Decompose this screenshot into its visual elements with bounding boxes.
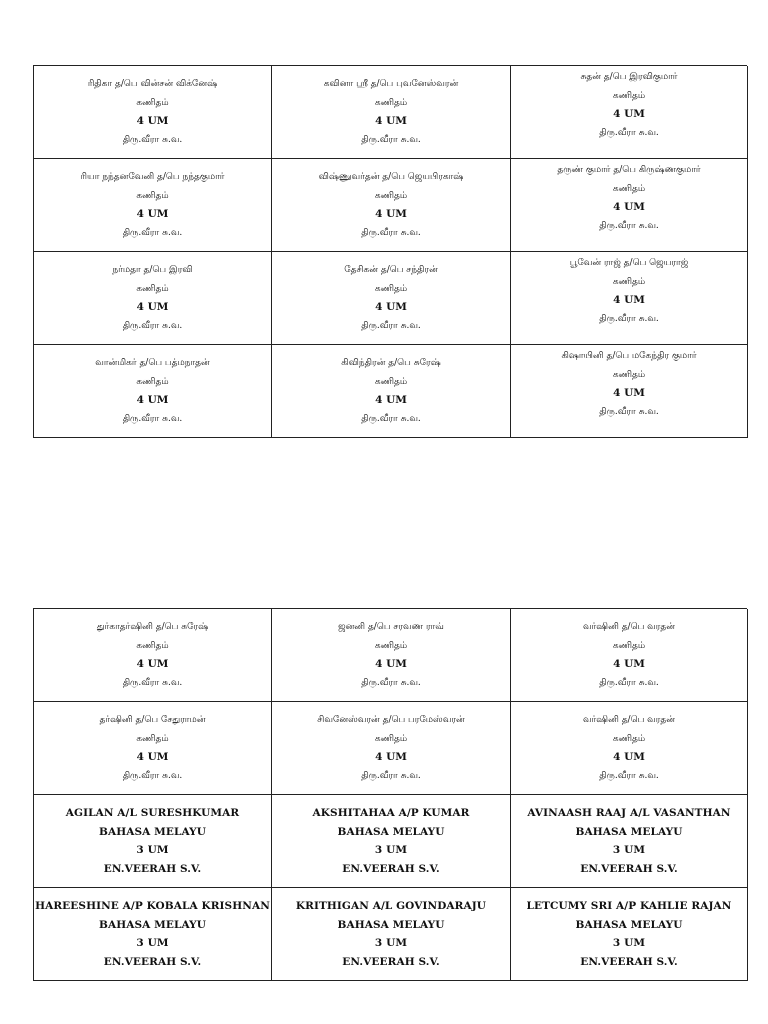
teacher-name: திரு.வீரா சு.வ. xyxy=(122,227,183,238)
teacher-name: திரு.வீரா சு.வ. xyxy=(599,677,659,688)
class-grade: 4 UM xyxy=(136,208,169,220)
name-label xyxy=(34,159,272,252)
name-label xyxy=(511,795,748,888)
subject: கணிதம் xyxy=(612,276,646,287)
subject: BAHASA MELAYU xyxy=(98,918,207,931)
teacher-name: திரு.வீரா சு.வ. xyxy=(361,134,421,145)
class-grade: 3 UM xyxy=(136,844,169,856)
subject: கணிதம் xyxy=(136,640,169,651)
name-label xyxy=(511,888,748,981)
name-label xyxy=(511,609,748,702)
subject: கணிதம் xyxy=(612,733,646,744)
student-name: ஜனனி த/பெ சரவண ராவ் xyxy=(338,622,444,632)
class-grade: 4 UM xyxy=(613,658,645,670)
class-grade: 3 UM xyxy=(612,937,646,949)
name-label xyxy=(34,66,272,159)
class-grade: 4 UM xyxy=(375,751,407,763)
subject: BAHASA MELAYU xyxy=(575,825,683,838)
student-name: வர்ஷினி த/பெ வரதன் xyxy=(582,622,676,632)
name-label xyxy=(511,159,748,252)
teacher-name: திரு.வீரா சு.வ. xyxy=(599,313,659,324)
class-grade: 4 UM xyxy=(136,115,169,127)
student-name: துர்காதர்ஷினி த/பெ சுரேஷ் xyxy=(96,622,209,632)
subject: BAHASA MELAYU xyxy=(337,825,445,838)
student-name: AVINAASH RAAJ A/L VASANTHAN xyxy=(527,807,731,819)
class-grade: 3 UM xyxy=(374,844,408,856)
student-name: கிஷாயினி த/பெ மகேந்திர குமார் xyxy=(561,351,697,361)
teacher-name: திரு.வீரா சு.வ. xyxy=(122,770,183,781)
teacher-name: திரு.வீரா சு.வ. xyxy=(122,677,183,688)
subject: கணிதம் xyxy=(374,733,408,744)
class-grade: 4 UM xyxy=(613,294,645,306)
name-label xyxy=(34,795,272,888)
class-grade: 4 UM xyxy=(375,115,407,127)
class-grade: 4 UM xyxy=(613,387,645,399)
name-label xyxy=(34,888,272,981)
subject: கணிதம் xyxy=(136,97,169,108)
student-name: தருண் குமார் த/பெ கிருஷ்ணகுமார் xyxy=(557,165,701,175)
subject: BAHASA MELAYU xyxy=(575,918,683,931)
student-name: நர்மதா த/பெ இரவி xyxy=(112,265,193,275)
student-name: ரியா நந்தனவேனி த/பெ நந்தகுமார் xyxy=(80,172,225,182)
class-grade: 4 UM xyxy=(613,751,645,763)
teacher-name: EN.VEERAH S.V. xyxy=(103,955,202,968)
teacher-name: திரு.வீரா சு.வ. xyxy=(599,770,659,781)
subject: கணிதம் xyxy=(374,640,408,651)
student-name: சுதன் த/பெ இரவிகுமார் xyxy=(580,72,678,82)
name-label xyxy=(511,702,748,795)
class-grade: 3 UM xyxy=(136,937,169,949)
subject: கணிதம் xyxy=(136,190,169,201)
teacher-name: திரு.வீரா சு.வ. xyxy=(361,227,421,238)
name-label xyxy=(272,795,511,888)
teacher-name: திரு.வீரா சு.வ. xyxy=(361,770,421,781)
name-label xyxy=(511,345,748,438)
name-label xyxy=(272,609,511,702)
name-label xyxy=(34,609,272,702)
student-name: HAREESHINE A/P KOBALA KRISHNAN xyxy=(35,900,270,912)
subject: BAHASA MELAYU xyxy=(98,825,207,838)
teacher-name: EN.VEERAH S.V. xyxy=(342,955,440,968)
name-label xyxy=(34,345,272,438)
class-grade: 4 UM xyxy=(136,751,169,763)
student-name: கவினா ஸ்ரீ த/பெ புவனேஸ்வரன் xyxy=(323,79,459,89)
class-grade: 4 UM xyxy=(613,108,645,120)
teacher-name: திரு.வீரா சு.வ. xyxy=(599,406,659,417)
student-name: AGILAN A/L SURESHKUMAR xyxy=(65,807,240,819)
subject: கணிதம் xyxy=(374,97,408,108)
student-name: வான்மிகர் த/பெ பத்மநாதன் xyxy=(95,358,210,368)
teacher-name: திரு.வீரா சு.வ. xyxy=(361,677,421,688)
name-label xyxy=(272,159,511,252)
teacher-name: EN.VEERAH S.V. xyxy=(580,955,678,968)
teacher-name: திரு.வீரா சு.வ. xyxy=(122,413,183,424)
name-label xyxy=(272,345,511,438)
label-sheet-bottom xyxy=(33,608,747,981)
subject: கணிதம் xyxy=(374,376,408,387)
name-label xyxy=(34,702,272,795)
student-name: தேசிகன் த/பெ சந்திரன் xyxy=(344,265,438,275)
student-name: LETCUMY SRI A/P KAHLIE RAJAN xyxy=(526,900,732,912)
subject: கணிதம் xyxy=(612,183,646,194)
student-name: தர்ஷினி த/பெ சேதுராமன் xyxy=(99,715,206,725)
subject: கணிதம் xyxy=(612,90,646,101)
teacher-name: EN.VEERAH S.V. xyxy=(103,862,202,875)
subject: கணிதம் xyxy=(374,190,408,201)
teacher-name: திரு.வீரா சு.வ. xyxy=(122,134,183,145)
name-label xyxy=(272,702,511,795)
teacher-name: திரு.வீரா சு.வ. xyxy=(599,127,659,138)
student-name: வர்ஷினி த/பெ வரதன் xyxy=(582,715,676,725)
name-label xyxy=(34,252,272,345)
student-name: விஷ்ணுவர்தன் த/பெ ஜெயபிரகாஷ் xyxy=(318,172,464,182)
student-name: KRITHIGAN A/L GOVINDARAJU xyxy=(295,900,487,912)
teacher-name: திரு.வீரா சு.வ. xyxy=(361,320,421,331)
subject: கணிதம் xyxy=(612,369,646,380)
subject: கணிதம் xyxy=(374,283,408,294)
student-name: சிவனேஸ்வரன் த/பெ பரமேஸ்வரன் xyxy=(317,715,465,725)
name-label xyxy=(272,252,511,345)
teacher-name: EN.VEERAH S.V. xyxy=(580,862,678,875)
student-name: கிவிந்திரன் த/பெ சுரேஷ் xyxy=(341,358,441,368)
name-label xyxy=(272,66,511,159)
class-grade: 4 UM xyxy=(613,201,645,213)
name-label xyxy=(272,888,511,981)
name-label xyxy=(511,252,748,345)
subject: கணிதம் xyxy=(136,733,169,744)
subject: BAHASA MELAYU xyxy=(337,918,445,931)
student-name: பூவேன் ராஜ் த/பெ ஜெயராஜ் xyxy=(569,258,689,268)
class-grade: 4 UM xyxy=(375,208,407,220)
subject: கணிதம் xyxy=(136,376,169,387)
name-label xyxy=(511,66,748,159)
class-grade: 4 UM xyxy=(375,658,407,670)
class-grade: 3 UM xyxy=(374,937,408,949)
class-grade: 4 UM xyxy=(375,301,407,313)
class-grade: 4 UM xyxy=(375,394,407,406)
class-grade: 4 UM xyxy=(136,394,169,406)
teacher-name: திரு.வீரா சு.வ. xyxy=(361,413,421,424)
student-name: AKSHITAHAA A/P KUMAR xyxy=(312,807,470,819)
student-name: ரிதிகா த/பெ வின்சன் விக்னேஷ் xyxy=(87,79,218,89)
class-grade: 4 UM xyxy=(136,658,169,670)
teacher-name: EN.VEERAH S.V. xyxy=(342,862,440,875)
subject: கணிதம் xyxy=(136,283,169,294)
class-grade: 3 UM xyxy=(612,844,646,856)
teacher-name: திரு.வீரா சு.வ. xyxy=(122,320,183,331)
label-sheet-top xyxy=(33,65,747,438)
subject: கணிதம் xyxy=(612,640,646,651)
class-grade: 4 UM xyxy=(136,301,169,313)
teacher-name: திரு.வீரா சு.வ. xyxy=(599,220,659,231)
